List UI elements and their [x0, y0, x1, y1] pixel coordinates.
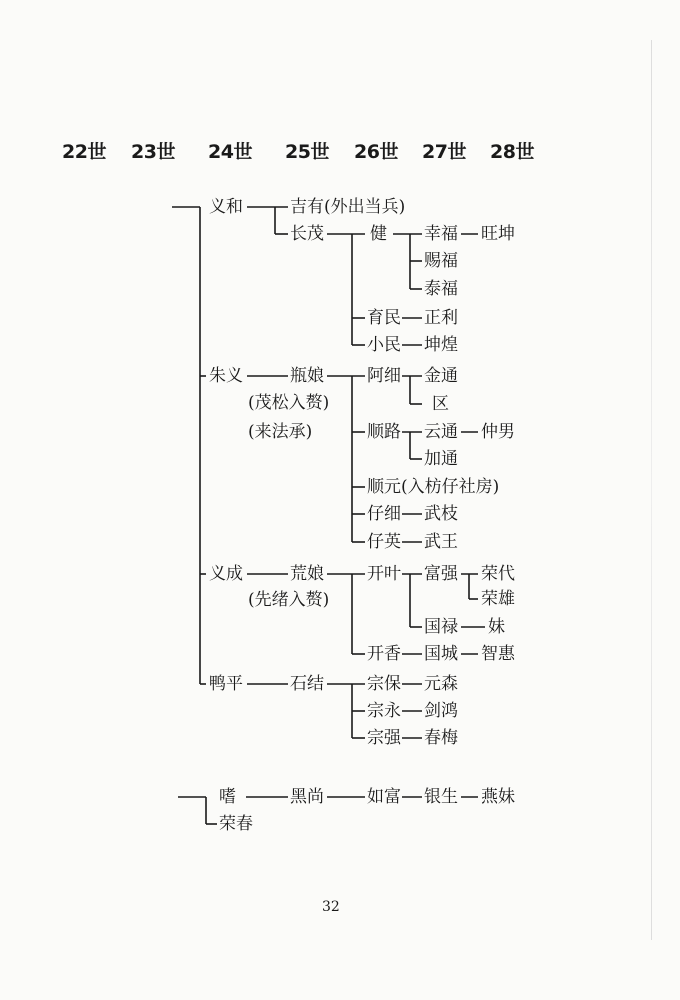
person-jian: 健 [370, 224, 387, 244]
gen-25: 25世 [285, 141, 329, 163]
person-jintong: 金通 [424, 366, 458, 386]
person-zongqiang: 宗强 [367, 728, 401, 748]
person-yanmei: 燕妹 [481, 787, 515, 807]
person-zhengli: 正利 [424, 308, 458, 328]
person-cifu: 赐福 [424, 251, 458, 271]
person-zaixi: 仔细 [367, 504, 401, 524]
note-huangniang: (先绪入赘) [248, 590, 330, 610]
person-zhuyi: 朱义 [209, 366, 243, 386]
person-yaping: 鸭平 [209, 674, 243, 694]
person-qu: 区 [432, 394, 449, 414]
person-kaiye: 开叶 [367, 564, 401, 584]
person-heishang: 黑尚 [290, 787, 324, 807]
person-fuqiang: 富强 [424, 564, 458, 584]
person-yuansen: 元森 [424, 674, 458, 694]
person-rongchun: 荣春 [219, 814, 253, 834]
note-pingniang-2: (来法承) [248, 422, 313, 442]
gen-26: 26世 [354, 141, 398, 163]
person-zhihui: 智惠 [481, 644, 515, 664]
person-yinsheng: 银生 [424, 787, 458, 807]
person-xingfu: 幸福 [424, 224, 458, 244]
gen-24: 24世 [208, 141, 252, 163]
person-wangkun: 旺坤 [481, 224, 515, 244]
person-chunmei: 春梅 [424, 728, 458, 748]
person-yuntong: 云通 [424, 422, 458, 442]
person-zaiying: 仔英 [367, 532, 401, 552]
person-ge: 嗜 [219, 787, 236, 807]
person-shunyuan: 顺元(入枋仔社房) [367, 477, 500, 497]
gen-27: 27世 [422, 141, 466, 163]
person-zongbao: 宗保 [367, 674, 401, 694]
person-kaixiang: 开香 [367, 644, 401, 664]
person-yihe: 义和 [209, 197, 243, 217]
person-rufu: 如富 [367, 787, 401, 807]
person-shunlu: 顺路 [367, 422, 401, 442]
person-wuwang: 武王 [424, 532, 458, 552]
person-guocheng: 国城 [424, 644, 458, 664]
person-wuzhi: 武枝 [424, 504, 458, 524]
person-yumin: 育民 [367, 308, 401, 328]
person-pingniang: 瓶娘 [290, 366, 324, 386]
gen-28: 28世 [490, 141, 534, 163]
person-rongdai: 荣代 [481, 564, 515, 584]
person-kunhuang: 坤煌 [424, 335, 458, 355]
person-xiaomin: 小民 [367, 335, 401, 355]
page-number: 32 [322, 899, 340, 915]
person-axi: 阿细 [367, 366, 401, 386]
person-zongyong: 宗永 [367, 701, 401, 721]
person-rongxiong: 荣雄 [481, 589, 515, 609]
person-huangniang: 荒娘 [290, 564, 324, 584]
person-changmao: 长茂 [290, 224, 324, 244]
note-pingniang-1: (茂松入赘) [248, 393, 330, 413]
person-zhongnan: 仲男 [481, 422, 515, 442]
person-jiatong: 加通 [424, 449, 458, 469]
person-jiyou: 吉有(外出当兵) [290, 197, 406, 217]
person-taifu: 泰福 [424, 279, 458, 299]
person-jianhong: 剑鸿 [424, 701, 458, 721]
person-guolu: 国禄 [424, 617, 458, 637]
person-shijie: 石结 [290, 674, 324, 694]
gen-22: 22世 [62, 141, 106, 163]
gen-23: 23世 [131, 141, 175, 163]
person-yicheng: 义成 [209, 564, 243, 584]
person-mei: 妹 [488, 617, 505, 637]
